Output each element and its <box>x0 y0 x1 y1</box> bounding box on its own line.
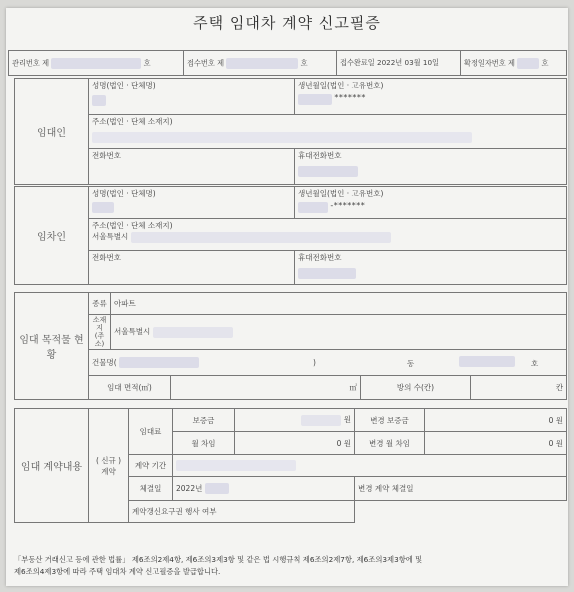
redacted-block <box>301 415 341 426</box>
period-label: 계약 기간 <box>129 455 173 477</box>
redacted-block <box>92 95 106 106</box>
redacted-block <box>153 327 233 338</box>
property-section-label: 임대 목적물 현황 <box>15 293 89 400</box>
redacted-block <box>205 483 229 494</box>
renewal-value <box>355 501 567 523</box>
change-deposit-label: 변경 보증금 <box>355 409 425 432</box>
change-monthly-label: 변경 월 차임 <box>355 432 425 455</box>
monthly-rent-value: 0 원 <box>235 432 355 455</box>
lessor-section-label: 임대인 <box>15 79 89 185</box>
receipt-date-cell <box>337 51 461 76</box>
lessee-birth-mask: -******* <box>330 201 366 210</box>
property-location-label: 소재지 (주소) <box>89 315 111 350</box>
lessee-address-label: 주소(법인 · 단체 소재지) <box>92 221 173 230</box>
lessee-mobile-label: 휴대전화번호 <box>298 253 342 262</box>
redacted-block <box>119 357 199 368</box>
deposit-label: 보증금 <box>173 409 235 432</box>
management-number-label: 관리번호 <box>12 58 40 67</box>
property-area-label: 임대 면적(㎡) <box>89 376 171 400</box>
redacted-block <box>517 58 539 69</box>
property-building-cell: 건물명( ) 동 호 <box>89 350 567 376</box>
lessor-name-cell <box>89 79 295 115</box>
lessor-address-label: 주소(법인 · 단체 소재지) <box>92 117 173 126</box>
property-type-label: 종류 <box>89 293 111 315</box>
lessor-birth-label: 생년월일(법인 · 고유번호) <box>298 81 384 90</box>
lessor-mobile-cell <box>295 149 567 185</box>
sign-date-cell <box>173 477 355 501</box>
contract-section-label: 임대 계약내용 <box>15 409 89 523</box>
lessee-birth-label: 생년월일(법인 · 고유번호) <box>298 189 384 198</box>
property-rooms-unit: 칸 <box>471 376 567 400</box>
contract-table <box>14 408 567 523</box>
sign-date-value: 2022년 <box>176 483 203 493</box>
property-location-value: 서울특별시 <box>114 327 151 337</box>
property-ho-label: 호 <box>531 359 539 368</box>
lessee-section-label: 임차인 <box>15 187 89 285</box>
lessee-mobile-cell <box>295 251 567 285</box>
redacted-block <box>51 58 141 69</box>
management-number-cell: 관리번호 제 호 <box>9 51 184 76</box>
lessee-phone-cell <box>89 251 295 285</box>
property-location-cell <box>111 315 567 350</box>
header-table <box>8 50 567 76</box>
redacted-block <box>298 202 328 213</box>
receipt-date-label: 접수완료일 <box>340 58 375 67</box>
document-title: 주택 임대차 계약 신고필증 <box>193 14 381 32</box>
lessee-name-cell <box>89 187 295 219</box>
sign-date-label: 체결일 <box>129 477 173 501</box>
lessor-address-cell <box>89 115 567 149</box>
lessee-address-cell <box>89 219 567 251</box>
period-value-cell <box>173 455 567 477</box>
deposit-value-cell <box>235 409 355 432</box>
lessee-address-value: 서울특별시 <box>92 232 129 241</box>
lessor-name-label: 성명(법인 · 단체명) <box>92 81 156 90</box>
redacted-block <box>92 202 114 213</box>
redacted-block <box>459 356 515 367</box>
receipt-date-value: 2022년 03월 10일 <box>377 58 439 67</box>
lessee-name-label: 성명(법인 · 단체명) <box>92 189 156 198</box>
redacted-block <box>298 166 358 177</box>
receipt-number-cell: 접수번호 제 호 <box>184 51 337 76</box>
deposit-unit: 원 <box>343 415 351 425</box>
lessor-mobile-label: 휴대전화번호 <box>298 151 342 160</box>
contract-kind-label: ( 신규 ) 계약 <box>89 409 129 523</box>
monthly-rent-label: 월 차임 <box>173 432 235 455</box>
property-table <box>14 292 567 400</box>
property-rooms-label: 방의 수(칸) <box>361 376 471 400</box>
redacted-block <box>176 460 296 471</box>
lessee-table <box>14 186 567 285</box>
redacted-block <box>92 132 472 143</box>
change-deposit-value: 0 원 <box>425 409 567 432</box>
lessor-phone-label: 전화번호 <box>92 151 121 160</box>
footer-line-2: 제6조의4제3항에 따라 주택 임대차 계약 신고필증을 발급합니다. <box>14 567 221 576</box>
change-sign-cell <box>355 477 567 501</box>
redacted-block <box>226 58 298 69</box>
change-monthly-value: 0 원 <box>425 432 567 455</box>
property-building-label: 건물명( <box>92 357 117 367</box>
lessor-table <box>14 78 567 185</box>
footer-line-1: 「부동산 거래신고 등에 관한 법률」 제6조의2제4항, 제6조의3제3항 및 같은 법 시행규칙 제6조의2제7항, 제6조의3제3항에 및 <box>14 555 423 564</box>
lessor-phone-cell <box>89 149 295 185</box>
property-area-unit: ㎡ <box>171 376 361 400</box>
property-type-value: 아파트 <box>111 293 567 315</box>
change-sign-label: 변경 계약 체결일 <box>358 484 414 493</box>
confirm-number-label: 확정일자번호 <box>464 58 506 67</box>
rent-label: 임대료 <box>129 409 173 455</box>
lessee-birth-cell <box>295 187 567 219</box>
redacted-block <box>298 94 332 105</box>
renewal-label: 계약갱신요구권 행사 여부 <box>129 501 355 523</box>
redacted-block <box>131 232 391 243</box>
confirm-number-cell: 확정일자번호 제 호 <box>461 51 567 76</box>
receipt-number-label: 접수번호 <box>187 58 215 67</box>
lessor-birth-cell <box>295 79 567 115</box>
lessor-birth-mask: ******* <box>334 93 366 102</box>
property-dong-label: 동 <box>407 359 415 368</box>
redacted-block <box>298 268 356 279</box>
lessee-phone-label: 전화번호 <box>92 253 121 262</box>
footer-notice <box>14 554 560 578</box>
